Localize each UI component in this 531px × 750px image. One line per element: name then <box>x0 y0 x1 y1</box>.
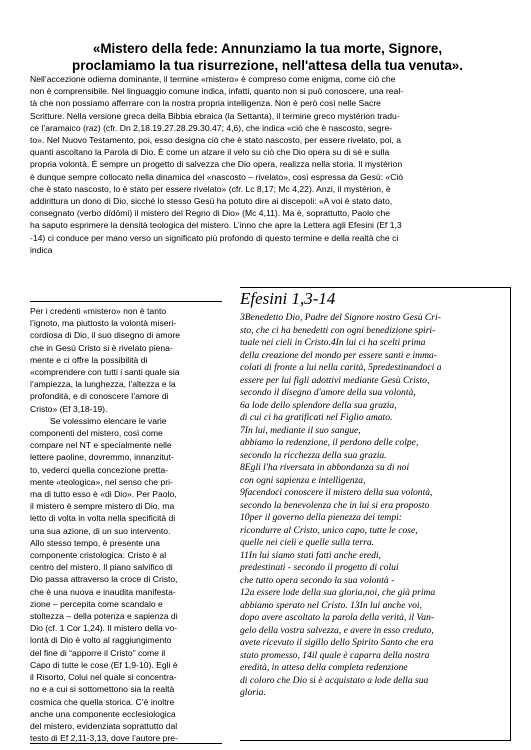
commentary-line: cordiosa di Dio, il suo disegno di amore <box>30 330 180 341</box>
commentary-line: anche una componente ecclesiologica <box>30 708 176 719</box>
intro-line: ha saputo esprimere la densità teologica del mistero. L’inno che apre la Lettera agli Efesini (Ef 1,3 <box>30 220 402 231</box>
verse-line: 10per il governo della pienezza dei tempi: <box>240 512 402 523</box>
commentary-line: no e a cui si sottomettono sia la realtà <box>30 684 175 695</box>
commentary-line: Per i credenti «mistero» non è tanto <box>30 306 167 316</box>
commentary-line: Dio (cf. 1 Cor 1,24). Il mistero della vo- <box>30 623 178 634</box>
commentary-line: «comprendere con tutti i santi quale sia <box>30 367 180 378</box>
commentary-line: ma di tutto esso è «di Dio». Per Paolo, <box>30 489 177 500</box>
intro-line: non è comprensibile. Nel linguaggio comune indica, infatti, quanto non si può conoscere, una real- <box>30 86 404 97</box>
commentary-line: stoltezza – della potenza e sapienza di <box>30 611 178 622</box>
verse-line: tuale nei cieli in Cristo.4In lui ci ha scelti prima <box>240 337 426 348</box>
intro-line: che è stato nascosto, lo è stato per essere rivelato» (cfr. Lc 8,17; Mc 4,22). Anzi, il mystérion, è <box>30 183 391 194</box>
commentary-line: una sua azione, di un suo intervento. <box>30 525 171 536</box>
left-column-commentary <box>30 301 222 744</box>
commentary-line: il mistero è sempre mistero di Dio, ma <box>30 501 175 512</box>
right-column-scripture <box>240 287 511 741</box>
title-line-1: «Mistero della fede: Annunziamo la tua morte, Signore, <box>92 41 443 56</box>
scripture-text <box>240 312 510 700</box>
verse-line: secondo il disegno d'amore della sua volontà, <box>240 387 416 398</box>
verse-line: 11In lui siamo stati fatti anche eredi, <box>240 549 381 561</box>
verse-line: 6a lode dello splendore della sua grazia, <box>240 399 397 411</box>
verse-line: dopo avere ascoltato la parola della verità, il Van- <box>240 612 435 623</box>
verse-line: abbiamo sperato nel Cristo. 13In lui anche voi, <box>240 599 423 611</box>
intro-line: -14) ci conduce per mano verso un significato più profondo di questo termine e della realtà che ci <box>30 232 399 243</box>
commentary-line: compare nel NT e specialmente nelle <box>30 440 172 451</box>
commentary-line: Dio passa attraverso la croce di Cristo, <box>30 574 178 585</box>
verse-line: gelo della vostra salvezza, e avere in esso creduto, <box>240 624 434 636</box>
verse-line: 12a essere lode della sua gloria,noi, che già prima <box>240 587 436 598</box>
verse-line: 3Benedetto Dio, Padre del Signore nostro Gesù Cri- <box>240 312 441 323</box>
commentary-line: che in Gesù Cristo si è rivelato piena- <box>30 342 173 353</box>
commentary-line: letto di volta in volta nella specificità di <box>30 513 176 524</box>
commentary-line: componente cristologica: Cristo è al <box>30 550 167 561</box>
commentary-line: del fine di “apporre il Cristo” come il <box>30 647 166 658</box>
commentary-line: l’ignoto, ma piuttosto la volontà miseri- <box>30 318 177 329</box>
intro-line: consegnato (verbo dídōmi) il mistero del Regno di Dio» (Mc 4,11). Ma è, soprattutto, Paolo che <box>30 208 391 219</box>
verse-line: secondo la benevolenza che in lui si era proposto <box>240 499 430 511</box>
verse-line: gloria. <box>240 687 266 698</box>
intro-paragraph <box>30 73 502 256</box>
intro-line: Nell’accezione odierna dominante, il termine «mistero» è compreso come enigma, come ciò che <box>30 74 396 84</box>
commentary-line: lontà di Dio è volto al raggiungimento <box>30 635 172 646</box>
commentary-line: che è una nuova e inaudita manifesta- <box>30 586 176 597</box>
verse-line: ricondurre al Cristo, unico capo, tutte le cose, <box>240 524 418 536</box>
verse-line: secondo la ricchezza della sua grazia. <box>240 449 387 461</box>
intro-line: indica <box>30 244 53 255</box>
verse-line: di cui ci ha gratificati nel Figlio amato. <box>240 412 393 423</box>
page-title <box>30 40 505 74</box>
commentary-line: il Risorto, Colui nel quale si concentra- <box>30 672 177 683</box>
verse-line: abbiamo la redenzione, il perdono delle colpe, <box>240 437 419 448</box>
verse-line: avete ricevuto il sigillo dello Spirito Santo che era <box>240 637 434 648</box>
verse-line: colati di fronte a lui nella carità, 5predestinandoci a <box>240 362 442 373</box>
intro-line: to». Nel Nuovo Testamento, poi, esso designa ciò che è stato nascosto, per essere rivelato, poi, a <box>30 135 402 146</box>
commentary-line: Se volessimo elencare le varie <box>50 415 167 426</box>
commentary-line: cosmica che quella storica. C’è inoltre <box>30 696 175 707</box>
commentary-line: Capo di tutte le cose (Ef 1,9-10). Egli è <box>30 659 178 670</box>
commentary-line: del mistero, evidenziata soprattutto dal <box>30 720 178 731</box>
commentary-line: mente «teologica», nel senso che pri- <box>30 476 173 487</box>
commentary-line: componenti del mistero, così come <box>30 428 163 439</box>
verse-line: essere per lui figli adottivi mediante Gesù Cristo, <box>240 374 430 386</box>
commentary-line: mente e ci offre la possibilità di <box>30 354 148 365</box>
intro-line: è dunque sempre collocato nella dinamica del «nascosto – rivelato», così espressa da Gesù: «Ciò <box>30 171 404 182</box>
verse-line: sto, che ci ha benedetti con ogni benedizione spiri- <box>240 324 436 336</box>
commentary-line: profondità, e di conoscere l’amore di <box>30 391 169 402</box>
verse-line: della creazione del mondo per essere santi e imma- <box>240 349 437 361</box>
intro-line: addirittura un dono di Dio, sicché lo stesso Gesù ha potuto dire ai discepoli: «A voi è stato dato, <box>30 196 393 207</box>
intro-line: propria volontà. È sempre un progetto di salvezza che Dio opera, realizza nella storia. Il mystérion <box>30 159 403 170</box>
verse-line: 7In lui, mediante il suo sangue, <box>240 424 361 436</box>
verse-line: quelle nei cieli e quelle sulla terra. <box>240 537 375 548</box>
scripture-heading: Efesini 1,3-14 <box>240 289 336 308</box>
commentary-line: Cristo» (Ef 3,18-19). <box>30 403 108 414</box>
verse-line: con ogni sapienza e intelligenza, <box>240 474 366 486</box>
intro-line: quanti ascoltano la Parola di Dio. È come un alzare il velo su ciò che Dio opera su di sé e sulla <box>30 147 390 158</box>
verse-line: stato promesso, 14il quale è caparra della nostra <box>240 649 430 661</box>
commentary-line: centro del mistero. Il piano salvifico di <box>30 562 173 573</box>
intro-line: Scritture. Nella versione greca della Bibbia ebraica (la Settanta), il termine greco mystérion tradu- <box>30 110 400 121</box>
commentary-line: Allo stesso tempo, è presente una <box>30 537 160 548</box>
commentary-line: zione – percepita come scandalo e <box>30 598 163 609</box>
verse-line: eredità, in attesa della completa redenzione <box>240 662 408 673</box>
verse-line: che tutto opera secondo la sua volontà - <box>240 574 395 586</box>
verse-line: predestinati - secondo il progetto di colui <box>240 562 399 573</box>
commentary-line: l’ampiezza, la lunghezza, l’altezza e la <box>30 379 176 390</box>
commentary-line: to, vederci quella concezione pretta- <box>30 464 169 475</box>
title-line-2: proclamiamo la tua risurrezione, nell'attesa della tua venuta». <box>72 58 463 73</box>
verse-line: di coloro che Dio si è acquistato a lode della sua <box>240 674 429 686</box>
intro-line: ce l’aramaico (raz) (cfr. Dn 2,18.19.27.28.29.30.47; 4,6), che indica «ciò che è nascosto, segre- <box>30 122 393 133</box>
commentary-line: testo di Ef 2,11-3,13, dove l’autore pre- <box>30 733 178 744</box>
intro-line: tà che non possiamo afferrare con la nostra propria intelligenza. Non è però così nelle Sacre <box>30 98 381 109</box>
commentary-line: lettere paoline, dovremmo, innanzitut- <box>30 452 174 463</box>
verse-line: 9facendoci conoscere il mistero della sua volontà, <box>240 487 433 498</box>
verse-line: 8Egli l'ha riversata in abbondanza su di noi <box>240 462 410 473</box>
